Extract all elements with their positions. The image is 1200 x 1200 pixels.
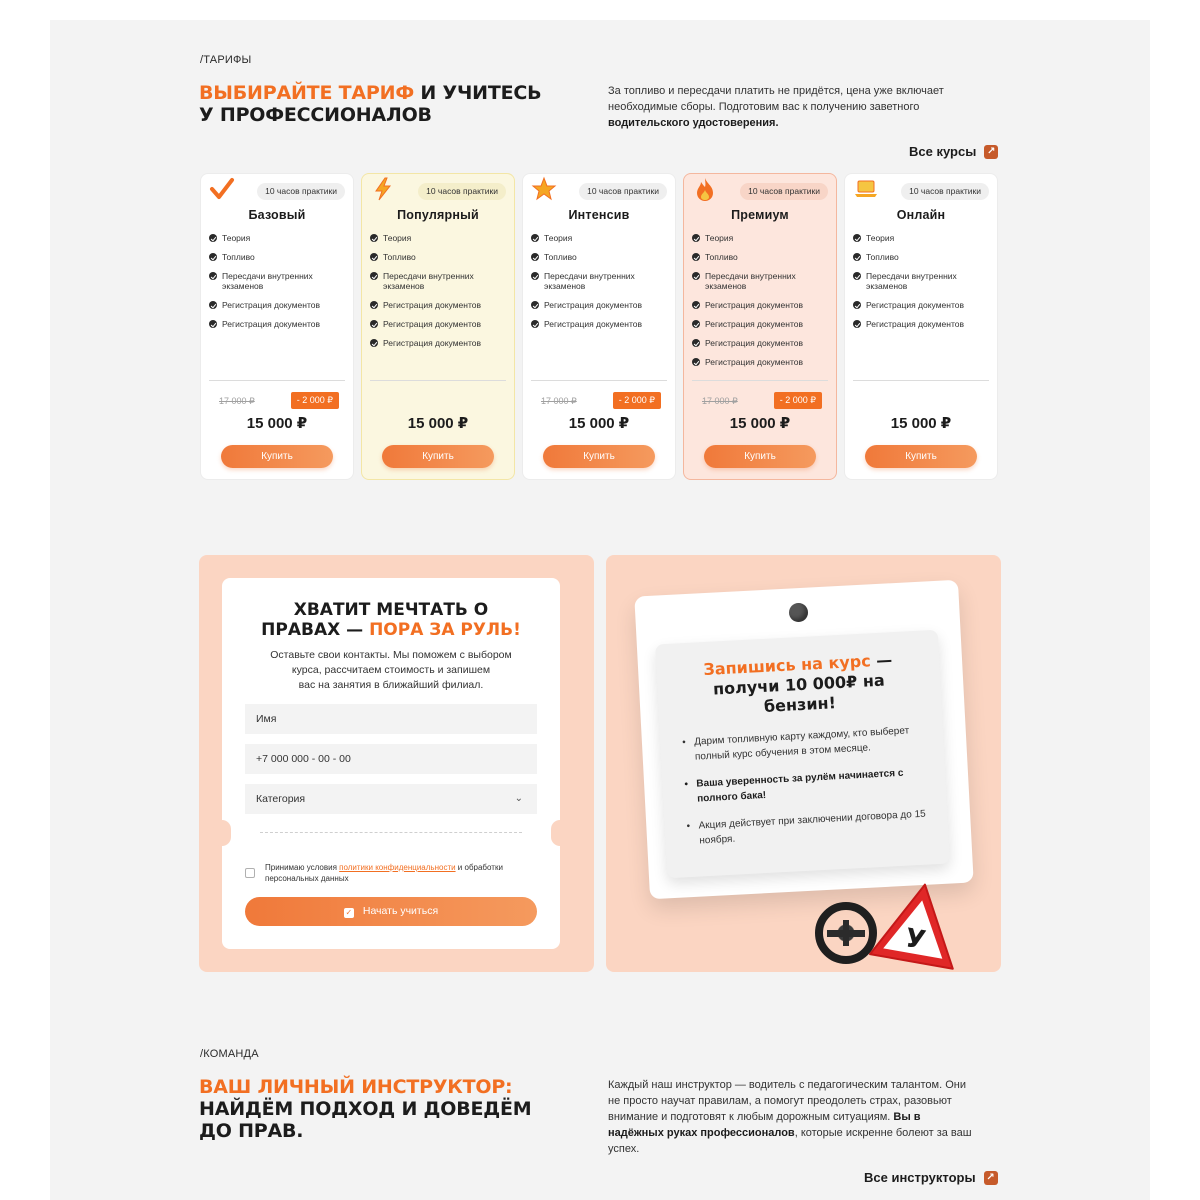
price: 15 000 ₽ [890,415,952,432]
arrow-up-right-icon: ↗ [984,1171,998,1185]
team-title-line3: ДО ПРАВ. [199,1120,304,1142]
star-icon [531,176,557,202]
all-courses-link[interactable] [909,144,998,159]
discount-badge: - 2 000 ₽ [774,392,822,409]
tariffs-title-accent: ВЫБИРАЙТЕ ТАРИФ [199,82,414,104]
team-title-line2: НАЙДЁМ ПОДХОД И ДОВЕДЁМ [199,1098,532,1120]
feature-item: Пересдачи внутренних экзаменов [209,271,347,291]
dashed-divider [260,832,522,833]
form-subtitle [248,648,534,693]
feature-item: Регистрация документов [692,319,830,329]
promo-list [682,722,933,861]
team-desc-line4: , которые искренне болеют за ваш [794,1127,972,1139]
feature-item: Регистрация документов [531,319,669,329]
learner-sign-icon [865,873,971,976]
old-price: 17 000 ₽ [219,396,255,406]
consent-checkbox[interactable] [245,868,255,878]
feature-list [531,233,669,338]
feature-item: Топливо [209,252,347,262]
team-title-accent: ВАШ ЛИЧНЫЙ ИНСТРУКТОР: [199,1076,513,1098]
buy-button[interactable]: Купить [543,445,655,468]
tariff-card-basic [200,173,354,480]
tariffs-desc-line1: За топливо и пересдачи платить не придётся, цена уже включает [608,85,944,97]
tariffs-title-rest: И УЧИТЕСЬ [413,82,542,104]
team-desc-line3: внимание и подготовят к любым дорожным ситуациям. [608,1111,894,1123]
buy-button[interactable]: Купить [221,445,333,468]
practice-hours-badge: 10 часов практики [579,183,667,200]
old-price: 17 000 ₽ [702,396,738,406]
feature-item: Топливо [531,252,669,262]
feature-item: Топливо [853,252,991,262]
price: 15 000 ₽ [246,415,308,432]
form-title-line1: ХВАТИТ МЕЧТАТЬ О [293,600,489,620]
tariffs-eyebrow: /ТАРИФЫ [200,54,252,66]
tariff-name: Интенсив [568,208,630,222]
feature-list [692,233,830,376]
promo-title [664,648,934,722]
ticket-notch-left [213,820,231,846]
feature-item: Топливо [370,252,508,262]
tariff-name: Премиум [731,208,789,222]
tariff-card-online [844,173,998,480]
lightning-icon [370,176,396,202]
feature-item: Теория [209,233,347,243]
tariff-cards [200,173,998,480]
feature-item: Пересдачи внутренних экзаменов [692,271,830,291]
feature-list [209,233,347,338]
price: 15 000 ₽ [407,415,469,432]
old-price: 17 000 ₽ [541,396,577,406]
tariffs-title-line2: У ПРОФЕССИОНАЛОВ [199,104,432,126]
discount-badge: - 2 000 ₽ [613,392,661,409]
feature-item: Пересдачи внутренних экзаменов [370,271,508,291]
lead-form [222,578,560,949]
price: 15 000 ₽ [568,415,630,432]
team-desc-line1: Каждый наш инструктор — водитель с педагогическим талантом. Они [608,1079,966,1091]
feature-item: Регистрация документов [692,338,830,348]
divider [853,380,989,381]
form-title [222,600,560,640]
feature-item: Регистрация документов [370,319,508,329]
feature-item: Регистрация документов [531,300,669,310]
feature-item: Регистрация документов [370,338,508,348]
feature-item: Теория [531,233,669,243]
privacy-policy-link[interactable]: политики конфиденциальности [339,863,456,872]
laptop-icon [853,176,879,202]
feature-item: Регистрация документов [692,357,830,367]
tariffs-desc-line2: необходимые сборы. Подготовим вас к получению заветного [608,101,920,113]
consent-text [265,862,535,884]
feature-list [370,233,508,357]
all-courses-label: Все курсы [909,144,977,159]
page-background [50,20,1150,1200]
consent-text-end: и обработки персональных данных [265,863,503,883]
buy-button[interactable]: Купить [704,445,816,468]
category-select[interactable] [245,784,537,814]
form-subtitle-line2: курса, рассчитаем стоимость и запишем [291,664,491,676]
promo-item: • Дарим топливную карту каждому, кто выберет полный курс обучения в этом месяце. [682,722,928,765]
tariff-card-popular [361,173,515,480]
arrow-up-right-icon: ↗ [984,145,998,159]
team-description [608,1077,1008,1157]
team-desc-bold1: Вы в [893,1111,921,1123]
consent-row [245,862,535,884]
tariffs-desc-line3: водительского удостоверения. [608,117,779,129]
ticket-notch-right [551,820,569,846]
divider [370,380,506,381]
all-instructors-label: Все инструкторы [864,1170,976,1185]
promo-title-line3: бензин! [763,693,837,716]
feature-item: Регистрация документов [209,319,347,329]
form-title-accent: ПОРА ЗА РУЛЬ! [369,620,521,640]
tariff-name: Популярный [397,208,479,222]
team-desc-line5: успех. [608,1143,640,1155]
consent-text-start: Принимаю условия [265,863,340,872]
tariffs-title [199,82,541,126]
tariff-card-premium [683,173,837,480]
feature-item: Регистрация документов [692,300,830,310]
category-select-value: Категория [256,793,306,805]
team-title [199,1076,532,1142]
pin-icon [789,603,808,622]
team-desc-bold2: надёжных руках профессионалов [608,1127,795,1139]
feature-item: Регистрация документов [853,319,991,329]
feature-item: Теория [370,233,508,243]
name-input[interactable] [245,704,537,734]
feature-list [853,233,991,338]
practice-hours-badge: 10 часов практики [257,183,345,200]
form-subtitle-line1: Оставьте свои контакты. Мы поможем с выбором [270,649,512,661]
promo-title-rest: — [870,650,893,671]
start-learning-button[interactable] [245,897,537,926]
promo-item: • Ваша уверенность за рулём начинается с полного бака! [684,764,930,807]
tariff-name: Базовый [248,208,306,222]
form-subtitle-line3: вас на занятия в ближайший филиал. [298,679,484,691]
team-desc-line2: не просто научат правилам, а помогут преодолеть страх, разовьют [608,1095,952,1107]
discount-badge: - 2 000 ₽ [291,392,339,409]
tariff-card-intensive [522,173,676,480]
feature-item: Пересдачи внутренних экзаменов [853,271,991,291]
divider [531,380,667,381]
practice-hours-badge: 10 часов практики [740,183,828,200]
form-title-line2: ПРАВАХ — [261,620,370,640]
tariff-name: Онлайн [896,208,946,222]
checkmark-icon [209,176,235,202]
practice-hours-badge: 10 часов практики [418,183,506,200]
feature-item: Теория [853,233,991,243]
feature-item: Регистрация документов [853,300,991,310]
team-eyebrow: /КОМАНДА [200,1048,259,1060]
checkbox-checked-icon: ✓ [345,908,353,917]
promo-note [655,630,950,878]
feature-item: Теория [692,233,830,243]
promo-title-line2: получи 10 000₽ на [712,670,886,699]
all-instructors-link[interactable] [864,1170,998,1185]
feature-item: Пересдачи внутренних экзаменов [531,271,669,291]
chevron-down-icon: ⌄ [514,793,523,804]
feature-item: Регистрация документов [209,300,347,310]
feature-item: Регистрация документов [370,300,508,310]
buy-button[interactable]: Купить [382,445,494,468]
feature-item: Топливо [692,252,830,262]
sign-letter: У [902,923,928,957]
tariffs-description [608,83,988,131]
practice-hours-badge: 10 часов практики [901,183,989,200]
phone-input[interactable] [245,744,537,774]
promo-item: • Акция действует при заключении договора до 15 ноября. [686,806,932,849]
price: 15 000 ₽ [729,415,791,432]
start-learning-label: Начать учиться [362,905,439,917]
divider [209,380,345,381]
divider [692,380,828,381]
buy-button[interactable]: Купить [865,445,977,468]
promo-title-accent: Запишись на курс [702,651,872,680]
fire-icon [692,176,718,202]
